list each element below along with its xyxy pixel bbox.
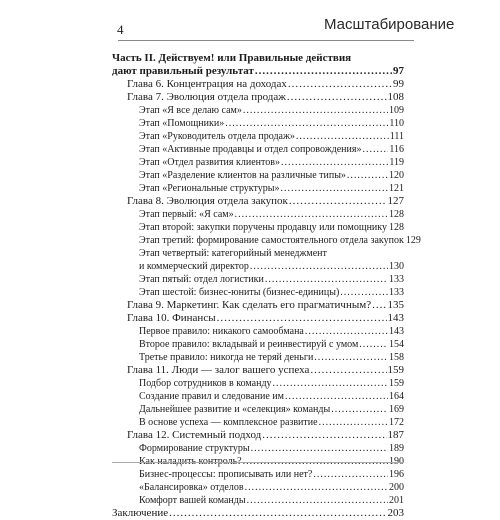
toc-entry[interactable] (112, 351, 404, 364)
entry-title: Глава 9. Маркетинг. Как сделать его прагматичным? (127, 299, 371, 312)
toc-entry[interactable] (112, 208, 404, 221)
toc-entry[interactable] (112, 468, 404, 481)
toc-entry[interactable] (112, 260, 404, 273)
entry-page: 108 (388, 91, 405, 104)
entry-page: 133 (389, 273, 404, 286)
entry-page: 164 (389, 390, 404, 403)
leader-dots (305, 325, 388, 338)
part-title-line1: Часть II. Действуем! или Правильные действия (112, 52, 404, 65)
toc-entry[interactable] (112, 234, 404, 247)
entry-title: Комфорт вашей команды (139, 494, 246, 507)
page-number: 4 (117, 22, 124, 38)
leader-dots (310, 364, 386, 377)
leader-dots (243, 104, 388, 117)
toc-entry[interactable] (112, 481, 404, 494)
toc-entry[interactable] (112, 195, 404, 208)
entry-page: 200 (389, 481, 404, 494)
leader-dots (169, 507, 386, 520)
entry-page: 189 (389, 442, 404, 455)
toc-entry[interactable] (112, 494, 404, 507)
entry-page: 127 (388, 195, 405, 208)
entry-title: Этап «Помощники» (139, 117, 224, 130)
leader-dots (251, 442, 388, 455)
leader-dots (319, 416, 388, 429)
running-title: Масштабирование (324, 16, 454, 33)
leader-dots (255, 65, 392, 78)
header-rule (118, 40, 414, 41)
toc-entry[interactable] (112, 104, 404, 117)
leader-dots (265, 273, 388, 286)
toc-entry[interactable] (112, 429, 404, 442)
toc-entry[interactable] (112, 247, 404, 260)
entry-page: 169 (389, 403, 404, 416)
toc-entry[interactable] (112, 312, 404, 325)
entry-title: дают правильный результат (112, 65, 254, 78)
leader-dots (347, 169, 388, 182)
entry-title: Глава 8. Эволюция отдела закупок (127, 195, 288, 208)
toc-entry[interactable] (112, 325, 404, 338)
entry-page: 128 (389, 221, 404, 234)
entry-title: Заключение (112, 507, 168, 520)
entry-title: Глава 7. Эволюция отдела продаж (127, 91, 286, 104)
entry-page: 159 (388, 364, 405, 377)
entry-page: 129 (406, 234, 421, 247)
entry-title: Этап «Региональные структуры» (139, 182, 280, 195)
entry-title: Этап первый: «Я сам» (139, 208, 234, 221)
entry-page: 187 (388, 429, 405, 442)
entry-page: 128 (389, 208, 404, 221)
entry-page: 135 (388, 299, 405, 312)
toc-entry[interactable] (112, 156, 404, 169)
entry-page: 154 (389, 338, 404, 351)
entry-page: 158 (389, 351, 404, 364)
entry-title: Этап «Руководитель отдела продаж» (139, 130, 295, 143)
toc-entry[interactable] (112, 117, 404, 130)
entry-page: 97 (393, 65, 404, 78)
entry-page: 196 (389, 468, 404, 481)
entry-page: 111 (390, 130, 404, 143)
leader-dots (245, 481, 388, 494)
toc-entry[interactable] (112, 91, 404, 104)
leader-dots (281, 182, 389, 195)
toc-entry[interactable] (112, 78, 404, 91)
leader-dots (247, 494, 388, 507)
entry-title: «Балансировка» отделов (139, 481, 244, 494)
entry-title: Этап третий: формирование самостоятельного отдела закупок (139, 234, 404, 247)
entry-title: Формирование структуры (139, 442, 250, 455)
leader-dots (340, 286, 388, 299)
toc-entry[interactable] (112, 416, 404, 429)
entry-title: Этап второй: закупки поручены продавцу или помощнику (139, 221, 387, 234)
leader-dots (362, 143, 388, 156)
leader-dots (289, 195, 387, 208)
entry-page: 201 (389, 494, 404, 507)
page-header (0, 0, 500, 44)
entry-title: Этап шестой: бизнес-юниты (бизнес-единицы) (139, 286, 339, 299)
leader-dots (288, 78, 392, 91)
entry-title: Создание правил и следование им (139, 390, 284, 403)
toc-entry[interactable] (112, 286, 404, 299)
leader-dots (273, 377, 388, 390)
leader-dots (296, 130, 389, 143)
toc-entry[interactable] (112, 130, 404, 143)
entry-page: 143 (389, 325, 404, 338)
toc-entry[interactable] (112, 182, 404, 195)
leader-dots (314, 351, 388, 364)
entry-page: 110 (389, 117, 404, 130)
entry-title: и коммерческий директор (139, 260, 249, 273)
entry-title: Этап «Активные продавцы и отдел сопровождения» (139, 143, 361, 156)
toc-entry[interactable] (112, 299, 404, 312)
toc-entry[interactable] (112, 143, 404, 156)
entry-title: В основе успеха — комплексное развитие (139, 416, 318, 429)
toc-entry[interactable] (112, 169, 404, 182)
toc-entry[interactable] (112, 390, 404, 403)
entry-page: 116 (389, 143, 404, 156)
footer-rule (112, 462, 404, 463)
entry-title: Дальнейшее развитие и «селекция» команды (139, 403, 330, 416)
entry-page: 130 (389, 260, 404, 273)
leader-dots (313, 468, 388, 481)
leader-dots (235, 208, 388, 221)
leader-dots (331, 403, 388, 416)
entry-page: 143 (388, 312, 405, 325)
entry-page: 172 (389, 416, 404, 429)
toc-entry[interactable] (112, 338, 404, 351)
entry-title: Бизнес-процессы: прописывать или нет? (139, 468, 312, 481)
entry-page: 109 (389, 104, 404, 117)
toc-entry[interactable] (112, 377, 404, 390)
entry-title: Этап пятый: отдел логистики (139, 273, 264, 286)
leader-dots (285, 390, 388, 403)
table-of-contents (112, 52, 404, 520)
entry-title: Глава 10. Финансы (127, 312, 216, 325)
entry-title: Третье правило: никогда не теряй деньги (139, 351, 313, 364)
entry-title: Этап «Разделение клиентов на различные типы» (139, 169, 346, 182)
toc-entry[interactable] (112, 364, 404, 377)
entry-page: 159 (389, 377, 404, 390)
entry-title: Первое правило: никакого самообмана (139, 325, 304, 338)
toc-entry[interactable] (112, 273, 404, 286)
entry-title: Глава 11. Люди — залог вашего успеха (127, 364, 309, 377)
entry-title: Этап «Отдел развития клиентов» (139, 156, 280, 169)
toc-entry[interactable] (112, 507, 404, 520)
toc-entry[interactable] (112, 442, 404, 455)
entry-page: 99 (393, 78, 404, 91)
toc-entry[interactable] (112, 221, 404, 234)
leader-dots (262, 429, 386, 442)
toc-entry[interactable] (112, 403, 404, 416)
part-title-entry[interactable] (112, 65, 404, 78)
leader-dots (217, 312, 387, 325)
leader-dots (225, 117, 388, 130)
leader-dots (372, 299, 386, 312)
entry-page: 133 (389, 286, 404, 299)
entry-page: 121 (389, 182, 404, 195)
entry-page: 119 (389, 156, 404, 169)
entry-title: Подбор сотрудников в команду (139, 377, 272, 390)
entry-title: Этап «Я все делаю сам» (139, 104, 242, 117)
entry-page: 203 (388, 507, 405, 520)
leader-dots (281, 156, 388, 169)
leader-dots (250, 260, 388, 273)
entry-title: Глава 12. Системный подход (127, 429, 261, 442)
entry-title: Глава 6. Концентрация на доходах (127, 78, 287, 91)
entry-title: Этап четвертый: категорийный менеджмент (139, 248, 327, 259)
entry-page: 120 (389, 169, 404, 182)
leader-dots (287, 91, 387, 104)
leader-dots (359, 338, 388, 351)
entry-title: Второе правило: вкладывай и реинвестируй с умом (139, 338, 358, 351)
